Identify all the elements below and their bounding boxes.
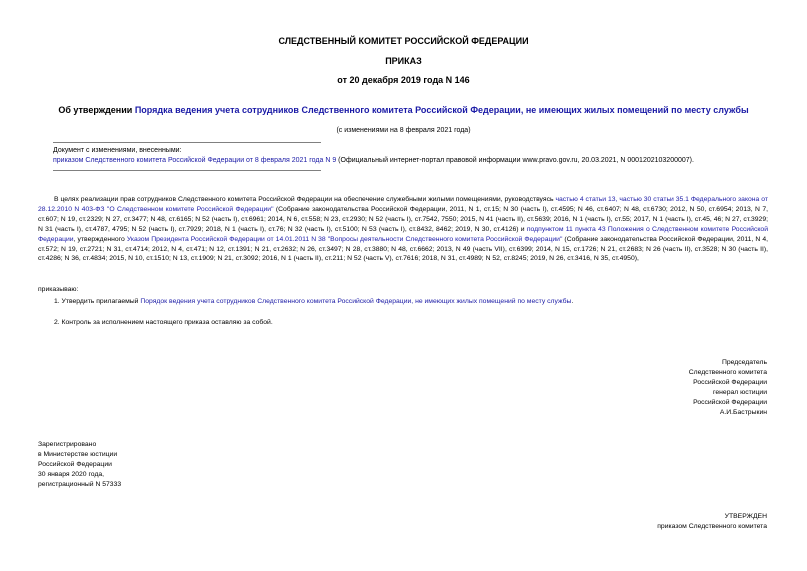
- changes-rest: (Официальный интернет-портал правовой информации www.pravo.gov.ru, 20.03.2021, N 0001202103200007).: [336, 157, 694, 164]
- signature-block: [567, 358, 767, 417]
- title-prefix: Об утверждении: [58, 105, 135, 115]
- signature-line: генерал юстиции: [713, 388, 767, 396]
- document-title: [0, 105, 807, 115]
- item-1-link[interactable]: Порядок ведения учета сотрудников Следственного комитета Российской Федерации, не имеющих жилых помещений по месту службы: [140, 298, 572, 305]
- preamble-link-regulation[interactable]: подпунктом 11 пункта 43 Положения о Следственном комитете Российской Федерации: [38, 225, 768, 243]
- registration-line: регистрационный N 57333: [38, 480, 122, 488]
- registration-block: [38, 440, 238, 490]
- divider-top: [53, 142, 321, 143]
- order-item-1: [54, 297, 774, 307]
- document-type: ПРИКАЗ: [385, 56, 422, 66]
- approved-line: приказом Следственного комитета: [657, 522, 767, 530]
- registration-line: в Министерстве юстиции: [38, 450, 118, 458]
- registration-line: Зарегистрировано: [38, 441, 97, 448]
- changes-link[interactable]: приказом Следственного комитета Российской Федерации от 8 февраля 2021 года N 9: [53, 157, 337, 164]
- revision-note: (с изменениями на 8 февраля 2021 года): [336, 127, 471, 134]
- changes-label: Документ с изменениями, внесенными:: [53, 147, 182, 154]
- document-date: от 20 декабря 2019 года N 146: [337, 75, 470, 85]
- preamble-link-decree[interactable]: Указом Президента Российской Федерации от 14.01.2011 N 38 "Вопросы деятельности Следственного комитета Российской Федерации": [126, 235, 563, 243]
- preamble-text: , утвержденного: [73, 235, 127, 243]
- title-link[interactable]: Порядка ведения учета сотрудников Следственного комитета Российской Федерации, не имеющих жилых помещений по месту службы: [134, 105, 749, 115]
- signature-line: Российской Федерации: [693, 378, 767, 386]
- registration-line: 30 января 2020 года,: [38, 470, 105, 478]
- preamble-paragraph: [38, 195, 768, 264]
- signature-line: Российской Федерации: [693, 398, 767, 406]
- item-text: 1. Утвердить прилагаемый: [54, 298, 141, 305]
- signature-name: А.И.Бастрыкин: [719, 408, 767, 416]
- approved-block: [517, 512, 767, 532]
- approved-heading: УТВЕРЖДЕН: [724, 513, 767, 520]
- divider-bottom: [53, 170, 321, 171]
- preamble-text: (Собрание законодательства Российской Федерации, 2011, N 1, ст.15; N 30 (часть I), ст.4595; N 46, ст.6407; N 48, ст.6730; 2012, N 50, ст.6954; 2013, N 7, ст.607; N 19, ст.2329; N 27, ст.3477; N 48, ст.6165; N 52 (часть I), ст.6961; 2014, N 6, ст.558; N 23, ст.2930; N 52 (часть I), ст.7542, 7550; 2015, N 41 (часть II), ст.5639; 2016, N 1 (часть I), ст.55; 2017, N 1 (часть I), ст.45, 46; N 27, ст.3929; N 31 (часть I), ст.4787, 4795; N 52 (часть I), ст.7929; 2018, N 1 (часть I), ст.76; N 32 (часть I), ст.5100; N 53 (часть I), ст.8432, 8462; 2019, N 30, ст.4126) и: [38, 205, 769, 233]
- preamble-link-law[interactable]: частью 4 статьи 13, частью 30 статьи 35.1 Федерального закона от 28.12.2010 N 403-ФЗ "О Следственном комитете Российской Федерации": [38, 196, 768, 213]
- preamble-text: В целях реализации прав сотрудников Следственного комитета Российской Федерации на обеспечение служебными жилыми помещениями, руководствуясь: [54, 196, 556, 203]
- signature-line: Председатель: [722, 359, 767, 366]
- changes-text: [53, 156, 773, 166]
- item-text: .: [571, 298, 574, 305]
- org-name: СЛЕДСТВЕННЫЙ КОМИТЕТ РОССИЙСКОЙ ФЕДЕРАЦИИ: [278, 36, 529, 46]
- registration-line: Российской Федерации: [38, 460, 112, 468]
- order-word: приказываю:: [38, 286, 79, 293]
- signature-line: Следственного комитета: [688, 368, 767, 376]
- preamble-text: (Собрание законодательства Российской Федерации, 2011, N 4, ст.572; N 19, ст.2721; N 31, ст.4714; 2012, N 4, ст.471; N 12, ст.1391; N 21, ст.2632; N 26, ст.3497; N 28, ст.3880; N 48, ст.6662; 2013, N 49 (часть VII), ст.6399; 2014, N 15, ст.1726; N 21, ст.2683; N 26 (часть II), ст.3528; N 30 (часть II), ст.4286; N 36, ст.4834; 2015, N 10, ст.1510; N 13, ст.1909; N 21, ст.3092; 2016, N 1 (часть II), ст.211; N 52 (часть V), ст.7616; 2018, N 31, ст.4989; N 52, ст.8245; 2019, N 26, ст.3416, N 35, ст.4950),: [38, 235, 769, 263]
- order-item-2: 2. Контроль за исполнением настоящего приказа оставляю за собой.: [54, 319, 273, 326]
